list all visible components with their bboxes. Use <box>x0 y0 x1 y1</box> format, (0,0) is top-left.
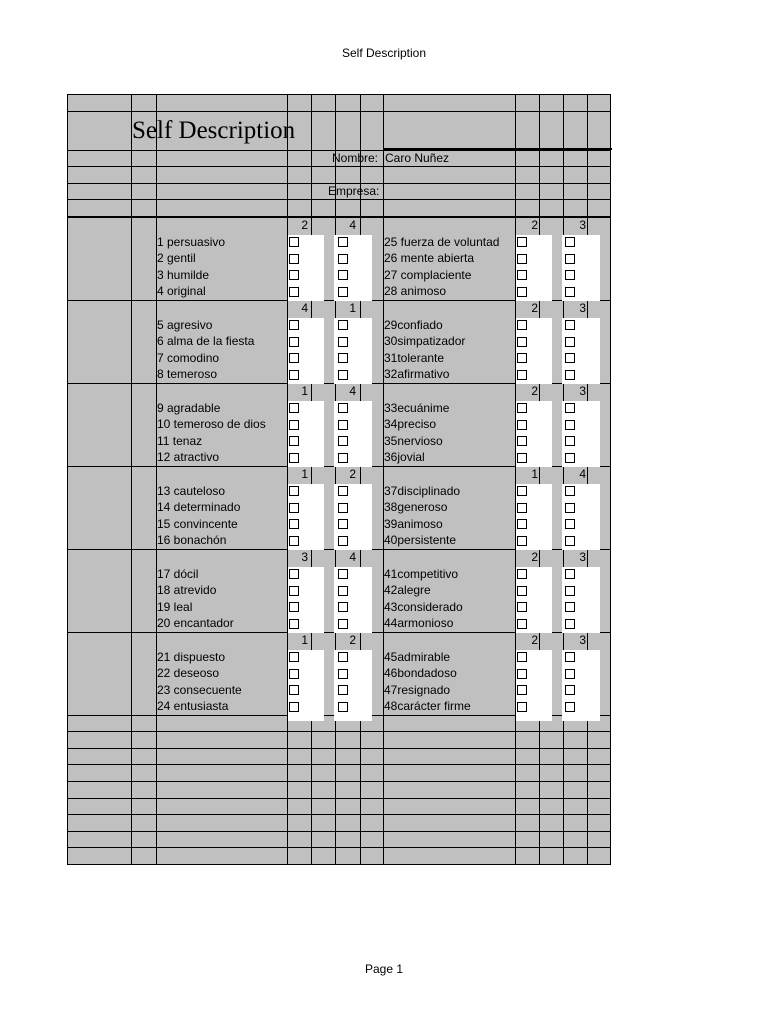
checkbox[interactable] <box>565 254 575 264</box>
grid-hline <box>68 831 610 832</box>
checkbox[interactable] <box>517 436 527 446</box>
grid-hline <box>68 781 610 782</box>
checkbox[interactable] <box>565 486 575 496</box>
trait-item-left: 17 dócil <box>157 566 199 581</box>
checkbox[interactable] <box>289 503 299 513</box>
checkbox[interactable] <box>289 453 299 463</box>
checkbox[interactable] <box>565 453 575 463</box>
checkbox[interactable] <box>517 619 527 629</box>
checkbox[interactable] <box>338 420 348 430</box>
score-number: 2 <box>531 549 538 564</box>
checkbox[interactable] <box>565 503 575 513</box>
score-number: 3 <box>579 383 586 398</box>
nombre-label: Nombre: <box>332 151 379 165</box>
trait-item-left: 21 dispuesto <box>157 649 226 664</box>
trait-item-right: 42alegre <box>384 583 431 598</box>
trait-item-left: 20 encantador <box>157 616 234 631</box>
checkbox[interactable] <box>338 652 348 662</box>
trait-item-left: 11 tenaz <box>157 433 203 448</box>
checkbox[interactable] <box>338 619 348 629</box>
checkbox[interactable] <box>289 436 299 446</box>
empresa-label: Empresa: <box>328 184 380 198</box>
nombre-value[interactable]: Caro Nuñez <box>385 151 450 165</box>
checkbox[interactable] <box>565 237 575 247</box>
checkbox[interactable] <box>289 519 299 529</box>
trait-item-left: 24 entusiasta <box>157 699 229 714</box>
trait-item-left: 5 agresivo <box>157 317 213 332</box>
checkbox[interactable] <box>338 486 348 496</box>
trait-item-right: 34preciso <box>384 417 437 432</box>
score-number: 2 <box>349 632 356 647</box>
trait-item-left: 15 convincente <box>157 516 238 531</box>
checkbox[interactable] <box>289 669 299 679</box>
trait-item-left: 12 atractivo <box>157 450 220 465</box>
checkbox[interactable] <box>565 602 575 612</box>
grid-hline <box>68 847 610 848</box>
score-number: 2 <box>531 383 538 398</box>
trait-item-left: 4 original <box>157 284 206 299</box>
checkbox[interactable] <box>338 287 348 297</box>
score-number: 4 <box>579 466 586 481</box>
checkbox[interactable] <box>517 586 527 596</box>
trait-item-right: 40persistente <box>384 533 457 548</box>
checkbox[interactable] <box>565 702 575 712</box>
score-number: 4 <box>301 300 308 315</box>
trait-item-left: 10 temeroso de dios <box>157 417 266 432</box>
checkbox[interactable] <box>289 237 299 247</box>
checkbox[interactable] <box>517 287 527 297</box>
checkbox[interactable] <box>565 337 575 347</box>
trait-item-right: 44armonioso <box>384 616 454 631</box>
checkbox[interactable] <box>338 270 348 280</box>
checkbox[interactable] <box>565 685 575 695</box>
checkbox[interactable] <box>289 287 299 297</box>
checkbox[interactable] <box>289 254 299 264</box>
checkbox[interactable] <box>338 685 348 695</box>
checkbox[interactable] <box>565 569 575 579</box>
checkbox[interactable] <box>289 353 299 363</box>
checkbox[interactable] <box>517 353 527 363</box>
checkbox[interactable] <box>338 569 348 579</box>
score-number: 3 <box>579 632 586 647</box>
checkbox[interactable] <box>517 652 527 662</box>
grid-hline <box>68 731 610 732</box>
checkbox[interactable] <box>289 403 299 413</box>
grid-hline <box>68 764 610 765</box>
trait-item-right: 30simpatizador <box>384 334 466 349</box>
grid-hline <box>68 748 610 749</box>
trait-item-left: 16 bonachón <box>157 533 227 548</box>
checkbox[interactable] <box>289 702 299 712</box>
checkbox[interactable] <box>338 519 348 529</box>
checkbox[interactable] <box>338 602 348 612</box>
checkbox[interactable] <box>517 536 527 546</box>
trait-item-right: 31tolerante <box>384 350 445 365</box>
checkbox[interactable] <box>517 320 527 330</box>
checkbox[interactable] <box>517 403 527 413</box>
checkbox[interactable] <box>289 586 299 596</box>
score-number: 4 <box>349 549 356 564</box>
checkbox[interactable] <box>565 652 575 662</box>
checkbox[interactable] <box>565 370 575 380</box>
trait-item-left: 3 humilde <box>157 267 210 282</box>
form-title: Self Description <box>132 117 296 144</box>
checkbox[interactable] <box>289 536 299 546</box>
trait-item-left: 18 atrevido <box>157 583 217 598</box>
checkbox[interactable] <box>565 320 575 330</box>
checkbox[interactable] <box>565 403 575 413</box>
score-number: 1 <box>301 466 308 481</box>
checkbox[interactable] <box>289 270 299 280</box>
checkbox[interactable] <box>338 503 348 513</box>
title-underline <box>383 148 612 150</box>
trait-item-right: 32afirmativo <box>384 367 450 382</box>
checkbox[interactable] <box>517 237 527 247</box>
grid-hline <box>68 864 610 865</box>
trait-item-right: 25 fuerza de voluntad <box>384 234 500 249</box>
score-number: 1 <box>349 300 356 315</box>
score-number: 2 <box>531 632 538 647</box>
checkbox[interactable] <box>289 337 299 347</box>
checkbox[interactable] <box>517 270 527 280</box>
checkbox[interactable] <box>289 370 299 380</box>
checkbox[interactable] <box>565 536 575 546</box>
checkbox[interactable] <box>338 403 348 413</box>
trait-item-right: 38generoso <box>384 500 448 515</box>
score-number: 1 <box>531 466 538 481</box>
score-number: 3 <box>579 217 586 232</box>
trait-item-left: 19 leal <box>157 599 193 614</box>
trait-item-right: 37disciplinado <box>384 483 461 498</box>
checkbox[interactable] <box>289 320 299 330</box>
checkbox[interactable] <box>517 685 527 695</box>
score-number: 4 <box>349 383 356 398</box>
trait-item-left: 1 persuasivo <box>157 234 226 249</box>
trait-item-right: 35nervioso <box>384 433 443 448</box>
score-number: 2 <box>301 217 308 232</box>
score-number: 2 <box>349 466 356 481</box>
checkbox[interactable] <box>517 254 527 264</box>
checkbox[interactable] <box>338 320 348 330</box>
checkbox[interactable] <box>517 569 527 579</box>
checkbox[interactable] <box>289 652 299 662</box>
trait-item-right: 28 animoso <box>384 284 447 299</box>
trait-item-left: 9 agradable <box>157 400 221 415</box>
checkbox[interactable] <box>338 254 348 264</box>
trait-item-right: 48carácter firme <box>384 699 471 714</box>
checkbox[interactable] <box>338 370 348 380</box>
checkbox[interactable] <box>338 453 348 463</box>
checkbox[interactable] <box>338 586 348 596</box>
grid-hline <box>68 199 610 200</box>
trait-item-right: 45admirable <box>384 649 451 664</box>
score-number: 2 <box>531 217 538 232</box>
trait-item-left: 7 comodino <box>157 350 220 365</box>
trait-item-right: 27 complaciente <box>384 267 472 282</box>
grid-hline <box>68 814 610 815</box>
score-number: 1 <box>301 632 308 647</box>
checkbox[interactable] <box>565 420 575 430</box>
checkbox[interactable] <box>517 519 527 529</box>
checkbox[interactable] <box>289 486 299 496</box>
checkbox[interactable] <box>289 619 299 629</box>
checkbox[interactable] <box>517 370 527 380</box>
trait-item-right: 33ecuánime <box>384 400 450 415</box>
trait-item-right: 26 mente abierta <box>384 251 475 266</box>
page-footer: Page 1 <box>364 962 404 976</box>
checkbox[interactable] <box>289 420 299 430</box>
score-number: 2 <box>531 300 538 315</box>
checkbox[interactable] <box>565 669 575 679</box>
checkbox[interactable] <box>517 486 527 496</box>
checkbox[interactable] <box>565 619 575 629</box>
checkbox[interactable] <box>338 702 348 712</box>
checkbox[interactable] <box>517 420 527 430</box>
checkbox[interactable] <box>289 685 299 695</box>
checkbox[interactable] <box>289 602 299 612</box>
trait-item-left: 22 deseoso <box>157 666 220 681</box>
trait-item-left: 14 determinado <box>157 500 241 515</box>
checkbox[interactable] <box>517 669 527 679</box>
trait-item-right: 46bondadoso <box>384 666 457 681</box>
checkbox[interactable] <box>517 702 527 712</box>
checkbox[interactable] <box>338 353 348 363</box>
checkbox[interactable] <box>565 436 575 446</box>
checkbox[interactable] <box>338 669 348 679</box>
checkbox[interactable] <box>565 519 575 529</box>
checkbox[interactable] <box>565 586 575 596</box>
grid-hline <box>68 166 610 167</box>
checkbox[interactable] <box>565 353 575 363</box>
checkbox[interactable] <box>289 569 299 579</box>
page-header: Self Description <box>341 46 427 60</box>
trait-item-right: 43considerado <box>384 599 463 614</box>
checkbox[interactable] <box>338 337 348 347</box>
checkbox[interactable] <box>338 436 348 446</box>
trait-item-left: 8 temeroso <box>157 367 218 382</box>
trait-item-right: 29confiado <box>384 317 443 332</box>
trait-item-right: 47resignado <box>384 682 451 697</box>
score-number: 3 <box>579 549 586 564</box>
grid-hline <box>68 798 610 799</box>
checkbox[interactable] <box>517 602 527 612</box>
checkbox[interactable] <box>517 503 527 513</box>
trait-item-left: 13 cauteloso <box>157 483 226 498</box>
trait-item-right: 39animoso <box>384 516 443 531</box>
trait-item-left: 6 alma de la fiesta <box>157 334 255 349</box>
checkbox[interactable] <box>517 453 527 463</box>
trait-item-left: 2 gentil <box>157 251 196 266</box>
checkbox[interactable] <box>517 337 527 347</box>
score-number: 4 <box>349 217 356 232</box>
checkbox[interactable] <box>338 536 348 546</box>
score-number: 3 <box>301 549 308 564</box>
trait-item-right: 41competitivo <box>384 566 459 581</box>
checkbox[interactable] <box>338 237 348 247</box>
score-number: 1 <box>301 383 308 398</box>
spreadsheet <box>67 94 611 865</box>
score-number: 3 <box>579 300 586 315</box>
checkbox[interactable] <box>565 270 575 280</box>
trait-item-left: 23 consecuente <box>157 682 242 697</box>
checkbox[interactable] <box>565 287 575 297</box>
trait-item-right: 36jovial <box>384 450 425 465</box>
grid-hline <box>68 111 610 112</box>
